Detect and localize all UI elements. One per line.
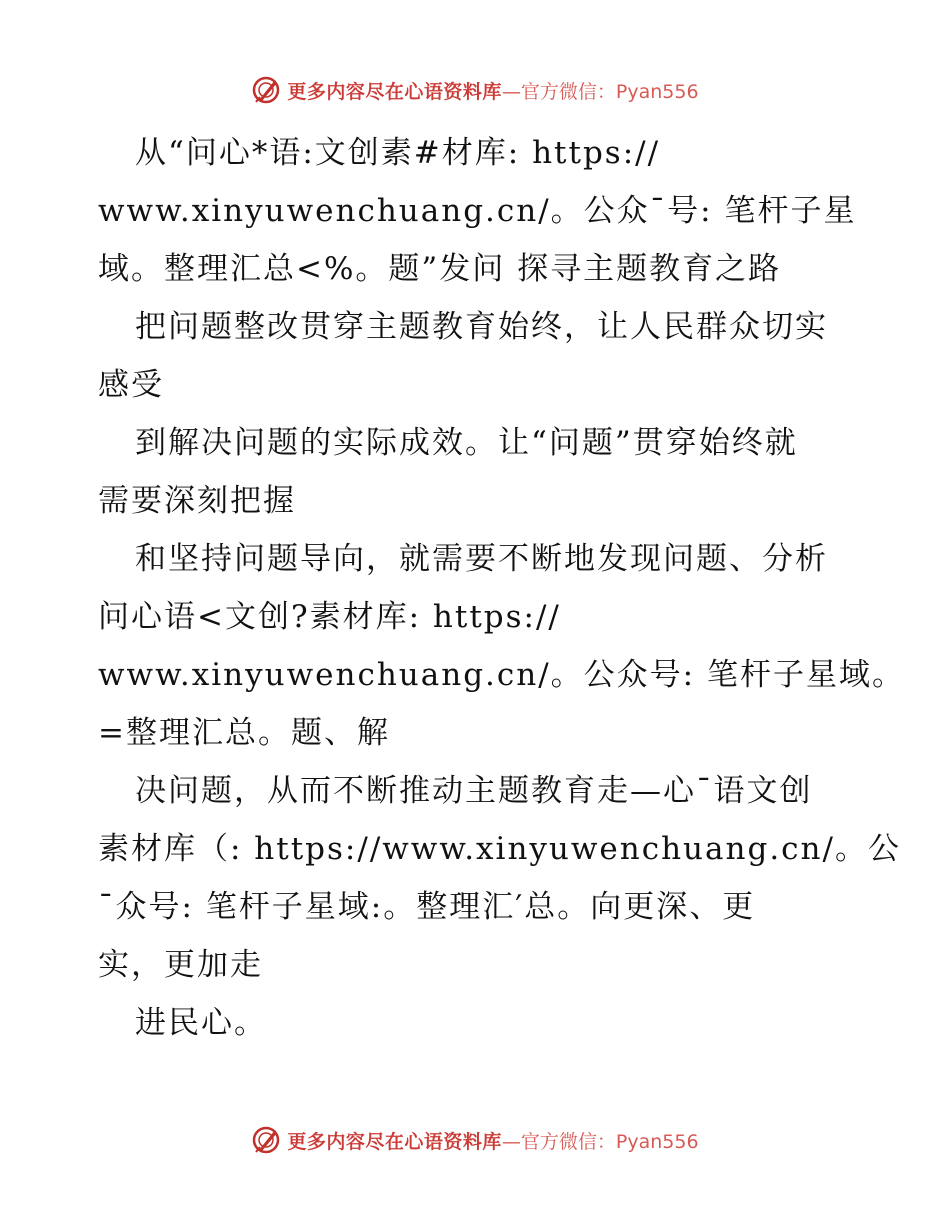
text-line: 需要深刻把握 — [98, 483, 296, 519]
text-line: 域。整理汇总<%。题”发问 探寻主题教育之路 — [98, 251, 782, 287]
text-line: www.xinyuwenchuang.cn/。公众¯号: 笔杆子星 — [98, 193, 857, 229]
text-line: www.xinyuwenchuang.cn/。公众号: 笔杆子星域。 — [98, 657, 905, 693]
text-line: 进民心。 — [135, 1005, 267, 1041]
text-line: 问心语<文创?素材库: https:// — [98, 599, 561, 635]
document-body — [98, 124, 905, 1052]
quill-logo-icon — [251, 75, 281, 105]
text-line: ¯众号: 笔杆子星域:。整理汇′总。向更深、更 — [98, 889, 756, 925]
banner-title: 更多内容尽在心语资料库 — [287, 80, 502, 103]
banner-wechat: —官方微信：Pyan556 — [501, 80, 699, 103]
banner-wechat: —官方微信：Pyan556 — [501, 1130, 699, 1153]
text-line: 从“问心*语:文创素#材库: https:// — [135, 135, 661, 171]
text-line: 到解决问题的实际成效。让“问题”贯穿始终就 — [135, 425, 798, 461]
text-line: 感受 — [98, 367, 164, 403]
text-line: 实，更加走 — [98, 947, 263, 983]
text-line: 和坚持问题导向，就需要不断地发现问题、分析 — [135, 541, 828, 577]
quill-logo-icon — [251, 1125, 281, 1155]
header-banner — [0, 70, 950, 110]
text-line: 决问题，从而不断推动主题教育走—心¯语文创 — [135, 773, 813, 809]
text-line: 把问题整改贯穿主题教育始终，让人民群众切实 — [135, 309, 828, 345]
text-line: =整理汇总。题、解 — [98, 715, 390, 751]
footer-banner — [0, 1120, 950, 1160]
text-line: 素材库（: https://www.xinyuwenchuang.cn/。公 — [98, 831, 901, 867]
banner-title: 更多内容尽在心语资料库 — [287, 1130, 502, 1153]
